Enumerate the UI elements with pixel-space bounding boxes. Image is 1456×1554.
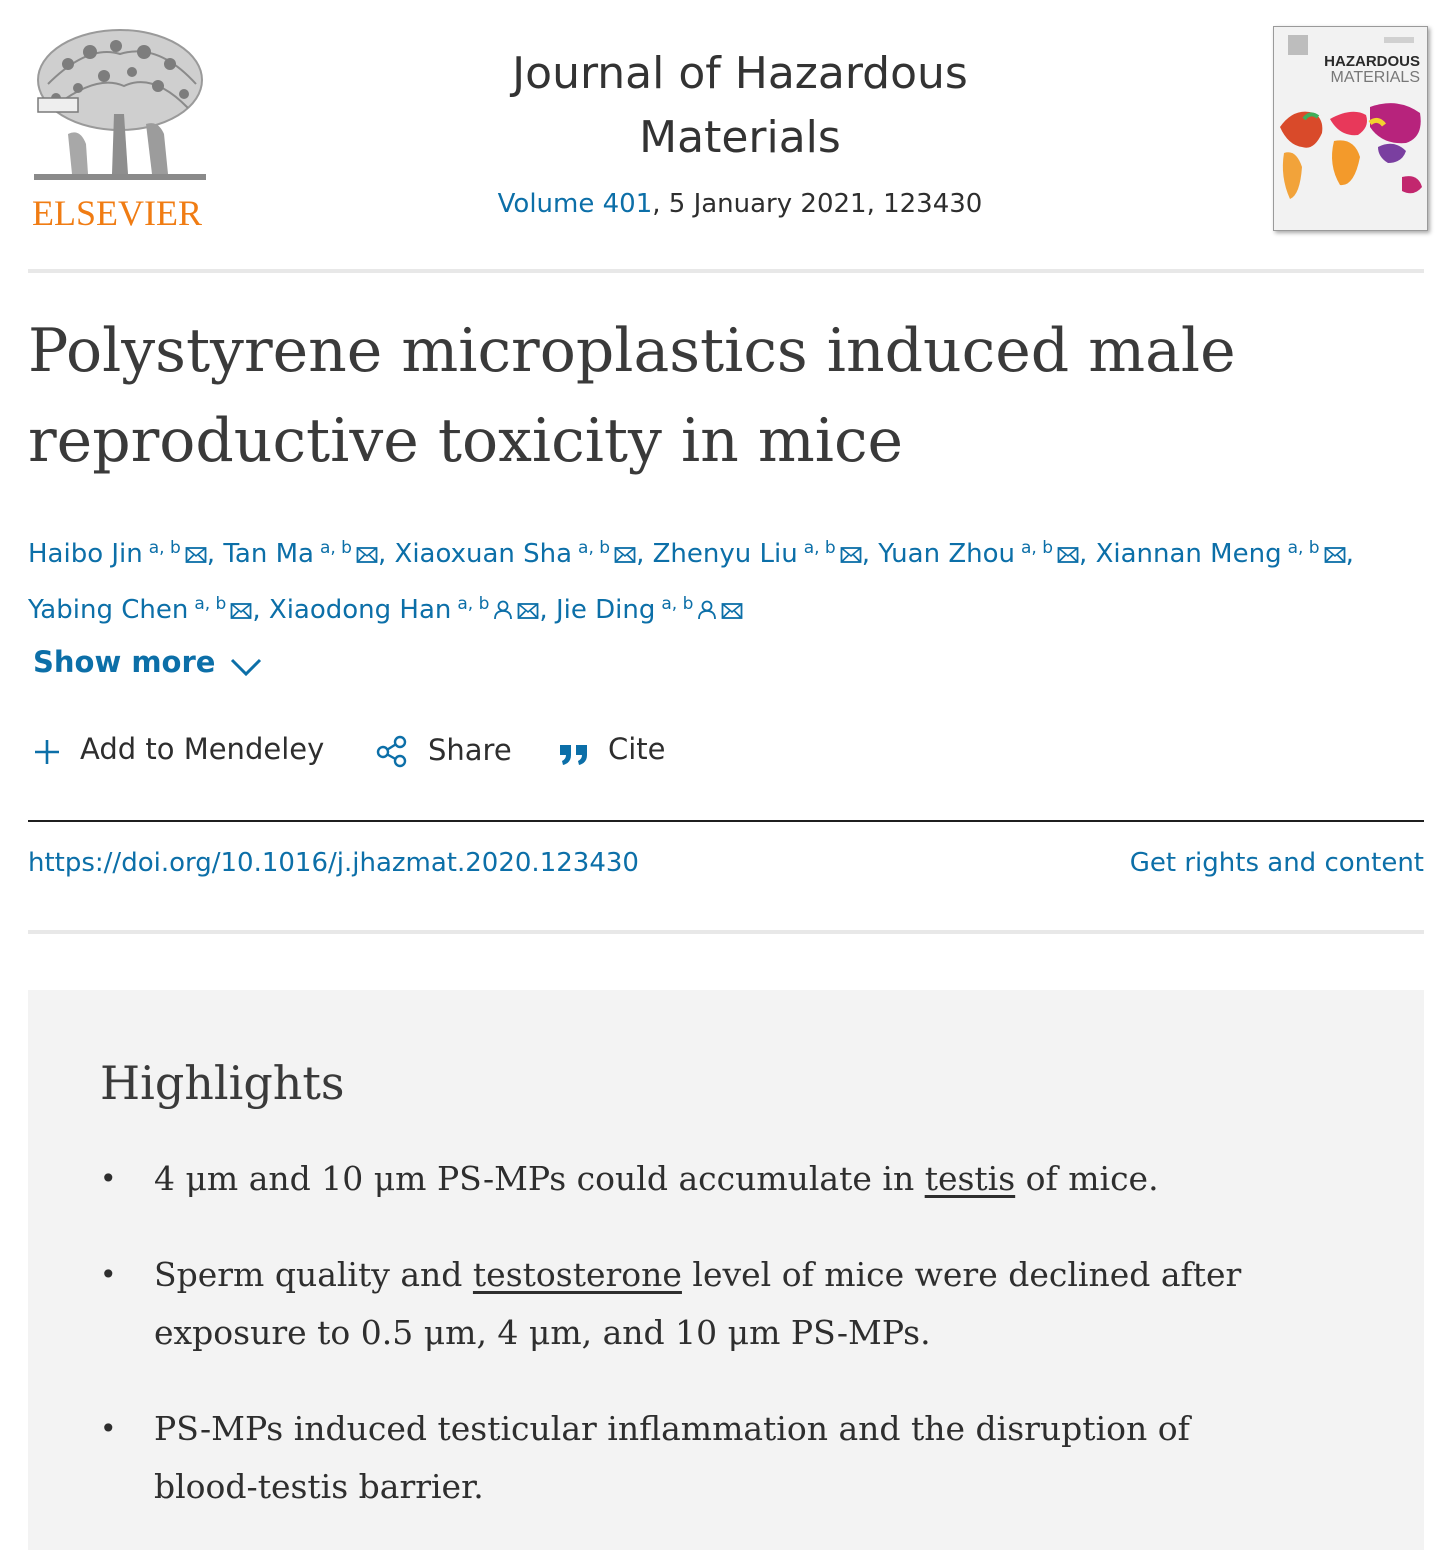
share-label: Share bbox=[428, 733, 512, 767]
highlights-heading: Highlights bbox=[100, 1056, 345, 1110]
person-icon bbox=[493, 588, 513, 636]
author-affiliation: a, b bbox=[194, 594, 227, 614]
cite-button[interactable] bbox=[558, 732, 666, 767]
elsevier-wordmark: ELSEVIER bbox=[32, 193, 202, 233]
author-name: Haibo Jin bbox=[28, 539, 143, 569]
author-name: Tan Ma bbox=[223, 539, 314, 569]
author-list bbox=[28, 524, 1438, 636]
actions-divider bbox=[28, 820, 1424, 822]
author-separator: , bbox=[252, 595, 261, 625]
author-name: Yabing Chen bbox=[28, 595, 189, 625]
envelope-icon bbox=[517, 588, 539, 636]
author-affiliation: a, b bbox=[148, 538, 181, 558]
volume-link[interactable]: Volume 401 bbox=[497, 189, 653, 219]
author-name: Jie Ding bbox=[555, 595, 656, 625]
author-separator: , bbox=[861, 539, 870, 569]
cover-title bbox=[1300, 54, 1420, 86]
highlights-list bbox=[100, 1150, 1300, 1554]
author-affiliation: a, b bbox=[319, 538, 352, 558]
add-to-mendeley-button[interactable] bbox=[32, 732, 324, 767]
doi-divider bbox=[28, 930, 1424, 934]
author-link[interactable] bbox=[395, 539, 637, 569]
person-icon bbox=[697, 588, 717, 636]
share-icon bbox=[374, 732, 410, 768]
journal-meta bbox=[440, 186, 1040, 222]
quote-icon bbox=[558, 737, 590, 767]
author-link[interactable] bbox=[28, 595, 252, 625]
envelope-icon bbox=[614, 532, 636, 580]
chevron-down-icon bbox=[229, 656, 263, 678]
elsevier-logo[interactable] bbox=[28, 24, 210, 233]
author-affiliation: a, b bbox=[1287, 538, 1320, 558]
cover-title-top: HAZARDOUS bbox=[1324, 53, 1420, 70]
plus-icon bbox=[32, 737, 62, 767]
author-separator: , bbox=[1079, 539, 1088, 569]
issue-date-article-number: , 5 January 2021, 123430 bbox=[652, 189, 983, 219]
envelope-icon bbox=[356, 532, 378, 580]
add-to-mendeley-label: Add to Mendeley bbox=[80, 732, 325, 766]
cite-label: Cite bbox=[608, 732, 666, 766]
author-link[interactable] bbox=[878, 539, 1079, 569]
cover-title-bottom: MATERIALS bbox=[1330, 69, 1420, 86]
envelope-icon bbox=[840, 532, 862, 580]
envelope-icon bbox=[1057, 532, 1079, 580]
author-link[interactable] bbox=[653, 539, 862, 569]
author-affiliation: a, b bbox=[457, 594, 490, 614]
highlight-text: 4 μm and 10 μm PS-MPs could accumulate in bbox=[154, 1159, 925, 1198]
journal-title[interactable] bbox=[440, 42, 1040, 170]
envelope-icon bbox=[185, 532, 207, 580]
highlight-item bbox=[100, 1150, 1300, 1208]
author-link[interactable] bbox=[223, 539, 378, 569]
highlight-text: PS-MPs induced testicular inflammation and the disruption of blood-testis barrier. bbox=[154, 1409, 1190, 1506]
share-button[interactable] bbox=[374, 732, 512, 768]
author-separator: , bbox=[539, 595, 548, 625]
author-name: Zhenyu Liu bbox=[652, 539, 798, 569]
author-affiliation: a, b bbox=[1021, 538, 1054, 558]
envelope-icon bbox=[1324, 532, 1346, 580]
author-separator: , bbox=[636, 539, 645, 569]
author-affiliation: a, b bbox=[803, 538, 836, 558]
show-more-label: Show more bbox=[33, 645, 216, 679]
get-rights-link[interactable]: Get rights and content bbox=[1129, 848, 1424, 878]
author-name: Xiaodong Han bbox=[268, 595, 452, 625]
header-divider bbox=[28, 269, 1424, 273]
show-more-button[interactable] bbox=[33, 645, 263, 679]
highlight-text: Sperm quality and bbox=[154, 1255, 473, 1294]
author-name: Xiannan Meng bbox=[1095, 539, 1282, 569]
journal-title-text: Journal of Hazardous Materials bbox=[512, 48, 968, 163]
author-link[interactable] bbox=[28, 539, 207, 569]
highlight-text: of mice. bbox=[1015, 1159, 1159, 1198]
highlights-panel bbox=[28, 990, 1424, 1550]
author-link[interactable] bbox=[269, 595, 540, 625]
term-link-testis[interactable]: testis bbox=[924, 1159, 1016, 1198]
doi-link[interactable]: https://doi.org/10.1016/j.jhazmat.2020.123430 bbox=[28, 848, 639, 878]
author-name: Xiaoxuan Sha bbox=[394, 539, 573, 569]
author-link[interactable] bbox=[556, 595, 743, 625]
term-link-testosterone[interactable]: testosterone bbox=[472, 1255, 682, 1294]
author-affiliation: a, b bbox=[578, 538, 611, 558]
envelope-icon bbox=[230, 588, 252, 636]
highlight-item bbox=[100, 1400, 1300, 1516]
article-title: Polystyrene microplastics induced male reproductive toxicity in mice bbox=[28, 316, 1236, 476]
envelope-icon bbox=[721, 588, 743, 636]
author-separator: , bbox=[377, 539, 387, 569]
author-separator: , bbox=[1345, 539, 1354, 569]
highlight-item bbox=[100, 1246, 1300, 1362]
author-separator: , bbox=[206, 539, 216, 569]
highlight-text: level of mice were declined after exposure to 0.5 μm, 4 μm, and 10 μm PS-MPs. bbox=[154, 1255, 1242, 1352]
author-name: Yuan Zhou bbox=[878, 539, 1015, 569]
author-affiliation: a, b bbox=[661, 594, 694, 614]
author-link[interactable] bbox=[1096, 539, 1346, 569]
